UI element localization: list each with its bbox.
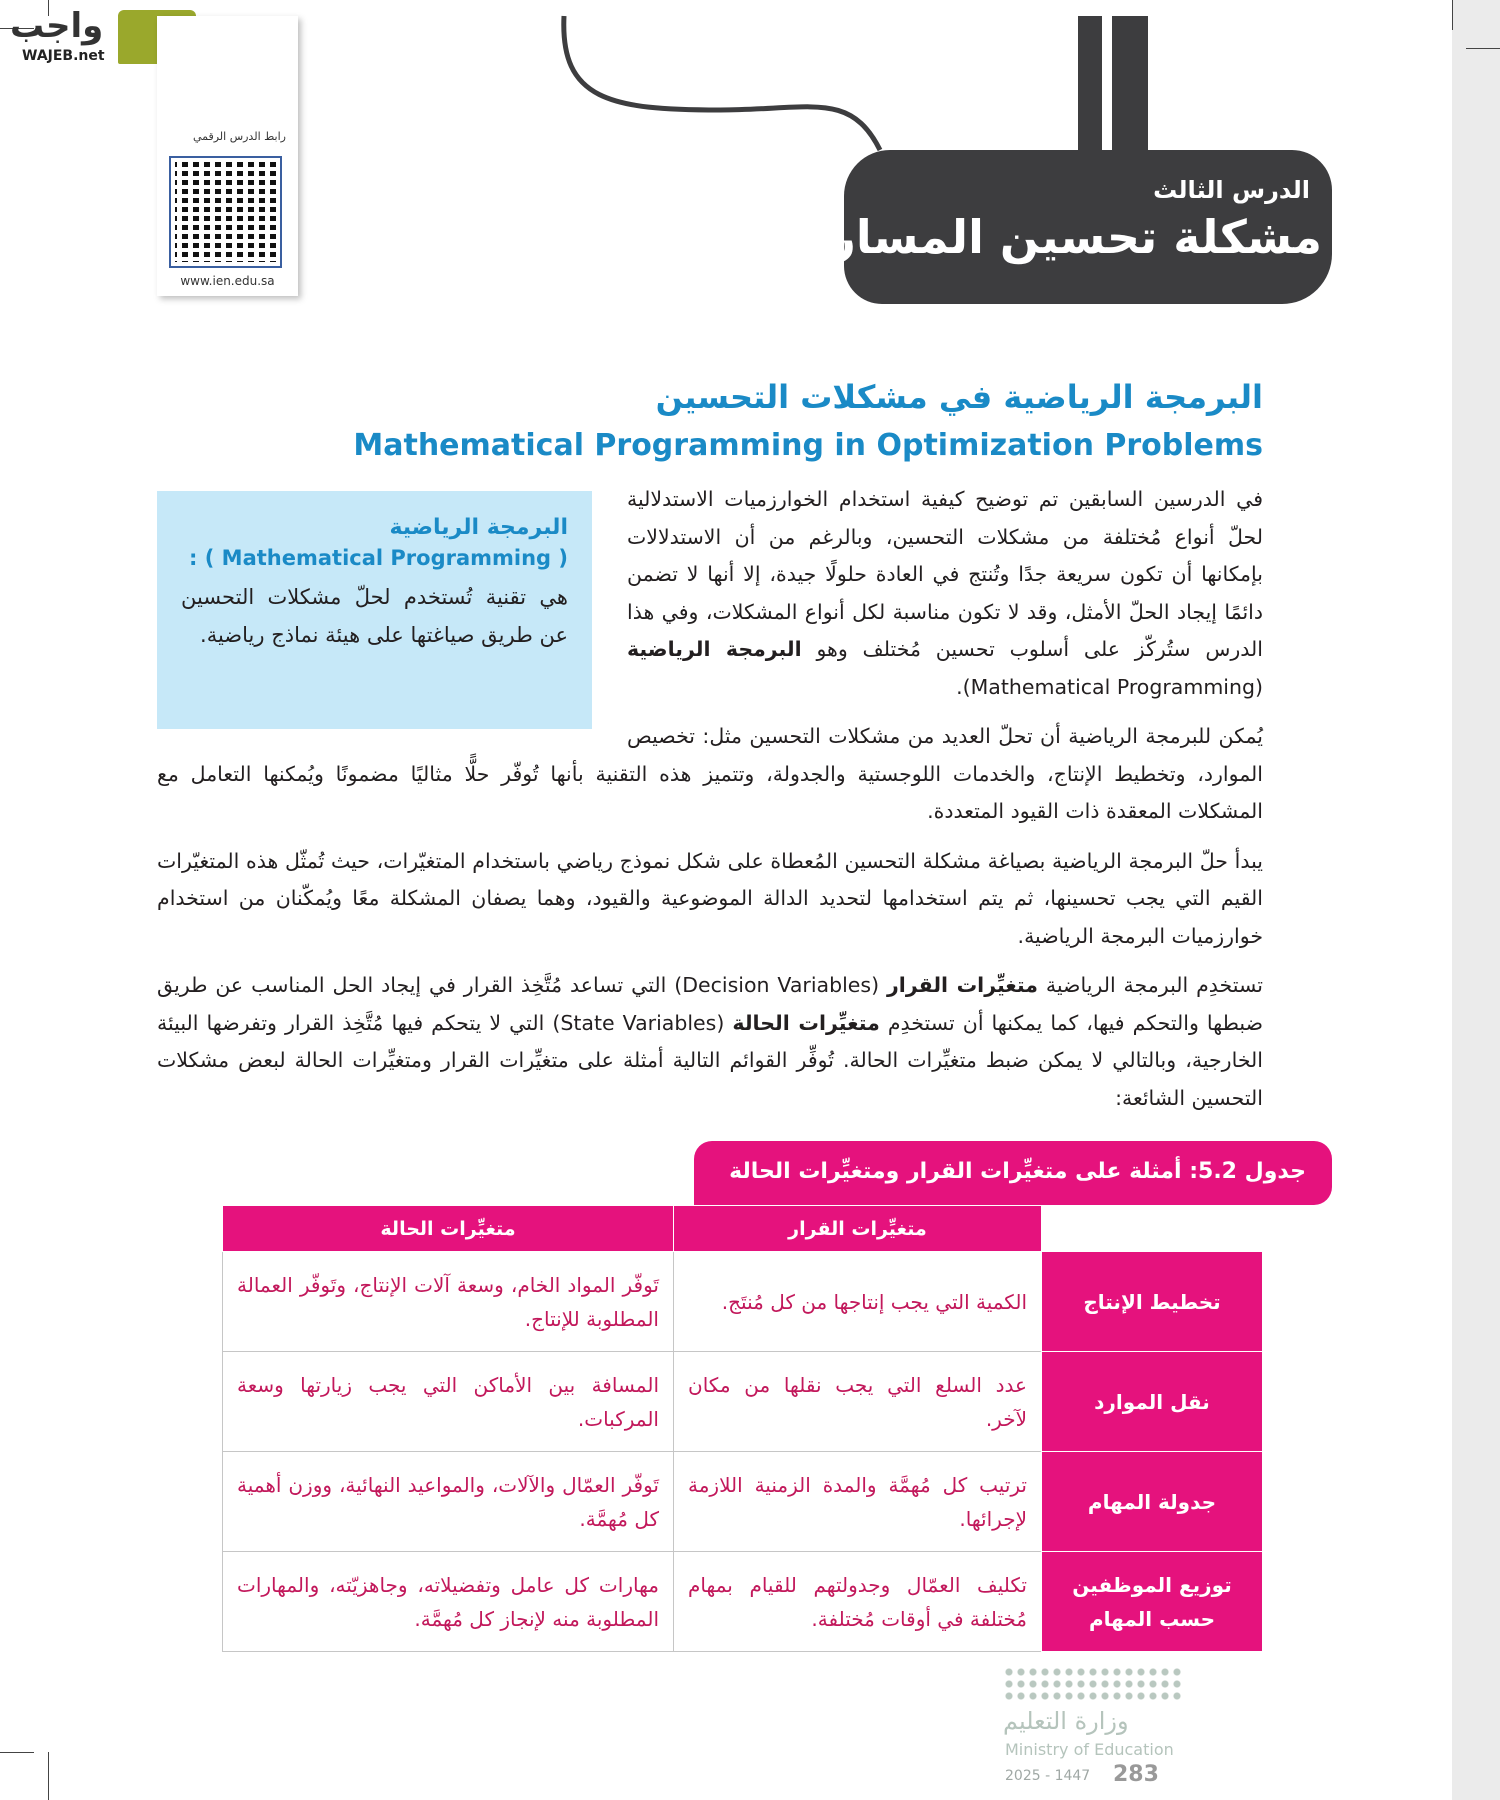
lesson-title: مشكلة تحسين المسار bbox=[829, 210, 1322, 264]
section-title-ar: البرمجة الرياضية في مشكلات التحسين bbox=[655, 378, 1263, 416]
header-state: متغيِّرات الحالة bbox=[223, 1206, 674, 1252]
page-edge-strip bbox=[1452, 0, 1500, 1800]
variables-table bbox=[222, 1205, 1263, 1652]
ministry-dots-icon bbox=[1003, 1666, 1183, 1702]
definition-text: هي تقنية تُستخدم لحلّ مشكلات التحسين عن طريق صياغتها على هيئة نماذج رياضية. bbox=[181, 585, 568, 647]
definition-term: البرمجة الرياضية bbox=[389, 515, 568, 540]
table-row: تخطيط الإنتاج الكمية التي يجب إنتاجها من كل مُنتَج. تَوفّر المواد الخام، وسعة آلات الإنتاج، وتَوفّر العمالة المطلوبة للإنتاج. bbox=[223, 1252, 1263, 1352]
table-row: توزيع الموظفين حسب المهام تكليف العمّال وجدولتهم للقيام بمهام مُختلفة في أوقات مُختلفة. مهارات كل عامل وتفضيلاته، وجاهزيّته، والمهارات المطلوبة منه لإنجاز كل مُهمَّة. bbox=[223, 1552, 1263, 1652]
qr-label: رابط الدرس الرقمي bbox=[192, 130, 286, 143]
year: 2025 - 1447 bbox=[1005, 1768, 1091, 1784]
main-content bbox=[157, 481, 1306, 1796]
crop-mark bbox=[48, 1752, 49, 1800]
paragraph-intro: في الدرسين السابقين تم توضيح كيفية استخدام الخوارزميات الاستدلالية لحلّ أنواع مُختلفة من مشكلات التحسين، وبالرغم من أن الاستدلالات بإمكانها أن تكون سريعة جدًا وتُنتج في العادة حلولًا جيدة، إلا أنها لا تضمن دائمًا إيجاد الحلّ الأمثل، وقد لا تكون مناسبة لكل أنواع المشكلات، وفي هذا الدرس ستُركّز على أسلوب تحسين مُختلف وهو البرمجة الرياضية (Mathematical Programming). bbox=[627, 487, 1263, 699]
paragraph-variables: تستخدِم البرمجة الرياضية متغيِّرات القرار (Decision Variables) التي تساعد مُتَّخِذ القرار في إيجاد الحل المناسب عن طريق ضبطها والتحكم فيها، كما يمكنها أن تستخدِم متغيِّرات الحالة (State Variables) التي لا يتحكم فيها مُتَّخِذ القرار وتفرضها البيئة الخارجية، وبالتالي لا يمكن ضبط متغيِّرات الحالة. تُوفِّر القوائم التالية أمثلة على متغيِّرات القرار ومتغيِّرات الحالة لبعض مشكلات التحسين الشائعة: bbox=[157, 973, 1263, 1110]
header-decision: متغيِّرات القرار bbox=[674, 1206, 1042, 1252]
table-row: جدولة المهام ترتيب كل مُهمَّة والمدة الزمنية اللازمة لإجرائها. تَوفّر العمّال والآلات، والمواعيد النهائية، ووزن أهمية كل مُهمَّة. bbox=[223, 1452, 1263, 1552]
table-row: نقل الموارد عدد السلع التي يجب نقلها من مكان لآخر. المسافة بين الأماكن التي يجب زيارتها وسعة المركبات. bbox=[223, 1352, 1263, 1452]
definition-box bbox=[157, 491, 592, 729]
lesson-number: الدرس الثالث bbox=[1153, 176, 1310, 204]
crop-mark bbox=[1466, 48, 1500, 49]
paragraph-uses: يُمكن للبرمجة الرياضية أن تحلّ العديد من مشكلات التحسين مثل: تخصيص الموارد، وتخطيط الإنتاج، والخدمات اللوجستية والجدولة، وتتميز هذه التقنية بأنها تُوفّر حلًّا مثاليًا مضمونًا ويُمكنها التعامل مع المشكلات المعقدة ذات القيود المتعددة. bbox=[157, 724, 1263, 823]
ministry-name-ar: وزارة التعليم bbox=[1003, 1707, 1129, 1735]
crop-mark bbox=[0, 1752, 34, 1753]
plug-pin bbox=[1078, 16, 1102, 156]
ministry-name-en: Ministry of Education bbox=[1005, 1740, 1174, 1759]
table-title: جدول 5.2: أمثلة على متغيِّرات القرار ومتغيِّرات الحالة bbox=[694, 1141, 1332, 1205]
page-number: 283 bbox=[1113, 1762, 1159, 1787]
cable-decoration bbox=[550, 10, 970, 170]
qr-card[interactable] bbox=[157, 16, 298, 296]
qr-url[interactable]: www.ien.edu.sa bbox=[180, 274, 275, 288]
section-title-en: Mathematical Programming in Optimization Problems bbox=[353, 428, 1263, 463]
definition-term-en: ( Mathematical Programming ) : bbox=[189, 546, 568, 570]
wajeb-logo[interactable]: واجب WAJEB.net bbox=[10, 6, 190, 68]
plug-pin bbox=[1112, 16, 1148, 156]
paragraph-formulation: يبدأ حلّ البرمجة الرياضية بصياغة مشكلة التحسين المُعطاة على شكل نموذج رياضي باستخدام المتغيّرات، حيث تُمثّل هذه المتغيّرات القيم التي يجب تحسينها، ثم يتم استخدامها لتحديد الدالة الموضوعية والقيود، وهما يصفان المشكلة معًا ويُمكّنان من استخدام خوارزميات البرمجة الرياضية. bbox=[157, 848, 1263, 948]
qr-code-icon[interactable] bbox=[169, 156, 282, 268]
table-header-row bbox=[223, 1206, 1263, 1252]
crop-mark bbox=[1452, 0, 1453, 30]
ministry-logo bbox=[1003, 1666, 1263, 1796]
